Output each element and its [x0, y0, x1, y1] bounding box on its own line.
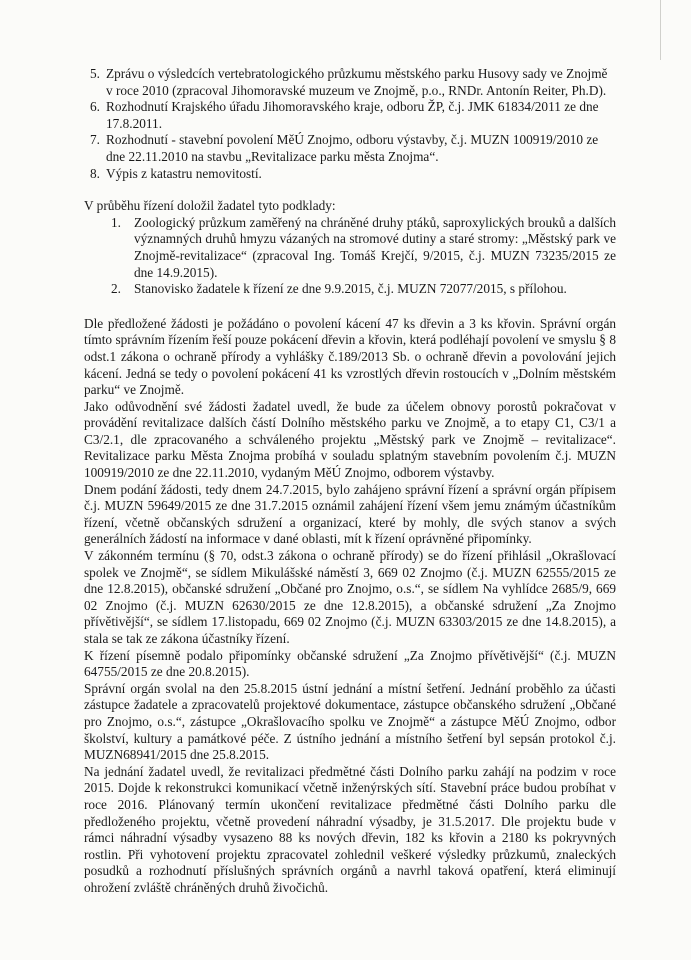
list-item-text: Stanovisko žadatele k řízení ze dne 9.9.2015, č.j. MUZN 72077/2015, s přílohou.: [134, 281, 567, 297]
list-item-text: Zoologický průzkum zaměřený na chráněné druhy ptáků, saproxylických brouků a dalších významných druhů hmyzu vázaných na stromové dutiny a staré stromy: „Městský park ve Znojmě-revitalizace“ (zpracoval Ing. Tomáš Krejčí, 9/2015, č.j. MUZN 73235/2015 ze dne 14.9.2015).: [134, 214, 616, 280]
attachments-list: [84, 66, 616, 182]
paragraph-comments: K řízení písemně podalo připomínky občanské sdružení „Za Znojmo přívětivější“ (č.j. MUZN 64755/2015 ze dne 20.8.2015).: [84, 647, 616, 680]
list-item: [84, 166, 616, 183]
document-body: [84, 66, 616, 897]
paragraph-participants: V zákonném termínu (§ 70, odst.3 zákona o ochraně přírody) se do řízení přihlásil „Okrašlovací spolek ve Znojmě“, se sídlem Mikulášské náměstí 3, 669 02 Znojmo (č.j. MUZN 62555/2015 ze dne 12.8.2015), občanské sdružení „Občané pro Znojmo, o.s.“, se sídlem Na vyhlídce 2685/9, 669 02 Znojmo (č.j. MUZN 62630/2015 ze dne 12.8.2015), a občanské sdružení „Za Znojmo přívětivější“, se sídlem 17.listopadu, 669 02 Znojmo (č.j. MUZN 63303/2015 ze dne 14.8.2015), a stala se tak ze zákona účastníky řízení.: [84, 548, 616, 646]
submitted-documents-list: [84, 215, 616, 298]
list-item: [84, 215, 616, 281]
list-item-text: Rozhodnutí Krajského úřadu Jihomoravského kraje, odboru ŽP, č.j. JMK 61834/2011 ze dne 17.8.2011.: [106, 99, 599, 131]
list-item-number: 2.: [111, 281, 121, 297]
paragraph-schedule: Na jednání žadatel uvedl, že revitalizaci předmětné části Dolního parku zahájí na podzim v roce 2015. Dojde k rekonstrukci komunikací včetně inženýrských sítí. Stavební práce budou probíhat v roce 2016. Plánovaný termín ukončení revitalizace předmětné části Dolního parku dle předloženého projektu, včetně provedení náhradní výsadby, je 31.5.2017. Dle projektu bude v rámci náhradní výsadby vysazeno 88 ks nových dřevin, 182 ks křovin a 2180 ks pokryvných rostlin. Při vyhotovení projektu zpracovatel zohlednil veškeré výsledky průzkumů, znaleckých posudků a rozhodnutí příslušných správních orgánů a navrhl taková opatření, která eliminují ohrožení zvláště chráněných druhů živočichů.: [84, 763, 616, 895]
list-item-number: 7.: [90, 132, 100, 148]
paragraph-proceedings-start: Dnem podání žádosti, tedy dnem 24.7.2015, bylo zahájeno správní řízení a správní orgán přípisem č.j. MUZN 59649/2015 ze dne 31.7.2015 oznámil zahájení řízení všem jemu známým účastníkům řízení, včetně občanských sdružení a organizací, které by mohly, dle svých stanov a svých generálních žádostí na informace v dané oblasti, mít k řízení oprávněné připomínky.: [84, 481, 616, 547]
paragraph-justification: Jako odůvodnění své žádosti žadatel uvedl, že bude za účelem obnovy porostů pokračovat v provádění revitalizace dalších částí Dolního městského parku ve Znojmě, a to etapy C1, C3/1 a C3/2.1, dle zpracovaného a schváleného projektu „Městský park ve Znojmě – revitalizace“. Revitalizace parku Města Znojma probíhá v souladu splatným stavebním povolením č.j. MUZN 100919/2010 ze dne 22.11.2010, vydaným MěÚ Znojmo, odborem výstavby.: [84, 398, 616, 481]
list-item-number: 1.: [111, 214, 121, 230]
list-item-number: 8.: [90, 165, 100, 181]
list-item: [84, 132, 616, 165]
list-item-text: Rozhodnutí - stavební povolení MěÚ Znojmo, odboru výstavby, č.j. MUZN 100919/2010 ze dne 22.11.2010 na stavbu „Revitalizace parku města Znojma“.: [106, 132, 599, 164]
list-item-number: 5.: [90, 66, 100, 81]
paragraph-request: Dle předložené žádosti je požádáno o povolení kácení 47 ks dřevin a 3 ks křovin. Správní orgán tímto správním řízením řeší pouze pokácení dřevin a křovin, která podléhají povolení ve smyslu § 8 odst.1 zákona o ochraně přírody a vyhlášky č.189/2013 Sb. o ochraně dřevin a povolování jejich kácení. Jedná se tedy o povolení pokácení 41 ks vzrostlých dřevin rostoucích v „Dolním městském parku“ ve Znojmě.: [84, 315, 616, 398]
list-item-text: Zprávu o výsledcích vertebratologického průzkumu městského parku Husovy sady ve Znojmě v roce 2010 (zpracoval Jihomoravské muzeum ve Znojmě, p.o., RNDr. Antonín Reiter, Ph.D).: [106, 66, 608, 98]
list-item: [84, 281, 616, 298]
list-item: [84, 99, 616, 132]
list-item: [84, 66, 616, 99]
list-item-text: Výpis z katastru nemovitostí.: [106, 165, 262, 181]
paragraph-hearing: Správní orgán svolal na den 25.8.2015 ústní jednání a místní šetření. Jednání proběhlo za účasti zástupce žadatele a zpracovatelů projektové dokumentace, zástupce občanského sdružení „Občané pro Znojmo, o.s.“, zástupce „Okrašlovacího spolku ve Znojmě“ a zástupce MěÚ Znojmo, odbor školství, kultury a památkové péče. Z ústního jednání a místního šetření byl sepsán protokol č.j. MUZN68941/2015 dne 25.8.2015.: [84, 680, 616, 763]
paper-edge-mark: [660, 0, 661, 60]
documents-intro: V průběhu řízení doložil žadatel tyto podklady:: [84, 198, 336, 214]
list-item-number: 6.: [90, 99, 100, 115]
